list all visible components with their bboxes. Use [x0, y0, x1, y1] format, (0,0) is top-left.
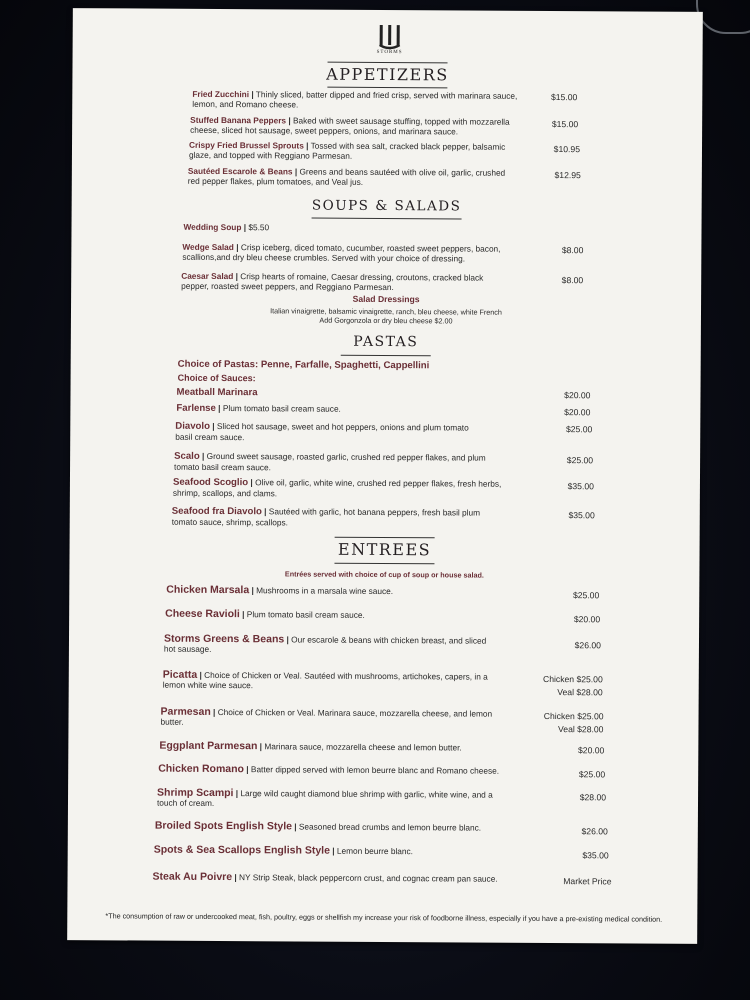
menu-item-scalo: Scalo | Ground sweet sausage, roasted garlic, crushed red pepper flakes, and plum tomato basil cream sauce. [174, 450, 486, 473]
section-title-soups-salads: SOUPS & SALADS [72, 196, 702, 216]
menu-item-seafood-scoglio: Seafood Scoglio | Olive oil, garlic, white wine, crushed red pepper flakes, fresh herbs, shrimp, scallops, and clams. [172, 476, 502, 499]
menu-item-parmesan: Parmesan | Choice of Chicken or Veal. Marinara sauce, mozzarella cheese, and lemon butter. [160, 705, 493, 727]
menu-item-chicken-marsala: Chicken Marsala | Mushrooms in a marsala wine sauce. [166, 583, 394, 597]
price-escarole-beans: $12.95 [554, 170, 581, 181]
section-title-entrees: ENTREES [69, 538, 699, 561]
choice-of-sauces: Choice of Sauces: [177, 372, 256, 384]
price-spots-sea-scallops: $35.00 [582, 850, 609, 861]
price-picatta-chicken: Chicken $25.00 [542, 673, 603, 685]
price-meatball-marinara: $20.00 [564, 390, 591, 401]
menu-item-wedding-soup: Wedding Soup | $5.50 [183, 221, 270, 233]
salad-dressings-addon: Add Gorgonzola or dry bleu cheese $2.00 [319, 315, 453, 326]
price-chicken-marsala: $25.00 [572, 590, 600, 601]
menu-item-brussel-sprouts: Crispy Fried Brussel Sprouts | Tossed with sea salt, cracked black pepper, balsamic glaze, and topped with Reggiano Parmesan. [188, 139, 506, 161]
choice-of-pastas: Choice of Pastas: Penne, Farfalle, Spaghetti, Cappellini [177, 358, 430, 372]
menu-sheet [67, 8, 703, 944]
menu-item-caesar-salad: Caesar Salad | Crisp hearts of romaine, Caesar dressing, croutons, cracked black pepper, roasted sweet peppers, and Reggiano Parmesan. [181, 270, 484, 293]
price-cheese-ravioli: $20.00 [573, 614, 601, 625]
price-seafood-fra-diavolo: $35.00 [568, 510, 595, 521]
brand-name: STORMS [376, 49, 403, 56]
menu-item-wedge-salad: Wedge Salad | Crisp iceberg, diced tomato, cucumber, roasted sweet peppers, bacon, scallions,and dry bleu cheese crumbles. Served with your choice of dressing. [182, 241, 501, 264]
price-steak-au-poivre: Market Price [563, 876, 612, 887]
price-parmesan-veal: Veal $28.00 [558, 724, 604, 735]
menu-item-shrimp-scampi: Shrimp Scampi | Large wild caught diamond blue shrimp with garlic, white wine, and a touch of cream. [156, 786, 493, 808]
price-caesar-salad: $8.00 [561, 275, 584, 286]
section-title-appetizers: APPETIZERS [72, 63, 702, 86]
menu-item-chicken-romano: Chicken Romano | Batter dipped served with lemon beurre blanc and Romano cheese. [158, 762, 500, 776]
menu-item-escarole-beans: Sautéed Escarole & Beans | Greens and beans sautéed with olive oil, garlic, crushed red pepper flakes, plum tomatoes, and Veal jus. [187, 165, 506, 187]
menu-item-eggplant-parmesan: Eggplant Parmesan | Marinara sauce, mozzarella cheese and lemon butter. [159, 739, 462, 753]
price-broiled-spots: $26.00 [581, 826, 608, 837]
storms-logo-icon [378, 24, 402, 50]
menu-item-stuffed-banana-peppers: Stuffed Banana Peppers | Baked with sweet sausage stuffing, topped with mozzarella cheese, sliced hot sausage, sweet peppers, onions, and marinara sauce. [190, 114, 510, 137]
price-storms-greens-beans: $26.00 [574, 640, 602, 651]
price-fried-zucchini: $15.00 [550, 92, 578, 103]
price-chicken-romano: $25.00 [578, 769, 606, 780]
menu-item-seafood-fra-diavolo: Seafood fra Diavolo | Sautéed with garlic, hot banana peppers, fresh basil plum tomato sauce, shrimp, scallops. [171, 505, 481, 528]
entrees-note: Entrées served with choice of cup of soup or house salad. [284, 569, 484, 580]
menu-item-picatta: Picatta | Choice of Chicken or Veal. Sautéed with mushrooms, artichokes, capers, in a lemon white wine sauce. [162, 668, 488, 691]
price-shrimp-scampi: $28.00 [579, 792, 607, 803]
salad-dressings-title: Salad Dressings [352, 293, 420, 305]
price-parmesan-chicken: Chicken $25.00 [543, 710, 604, 722]
price-seafood-scoglio: $35.00 [567, 481, 594, 492]
price-brussel-sprouts: $10.95 [553, 144, 581, 155]
menu-item-cheese-ravioli: Cheese Ravioli | Plum tomato basil cream sauce. [165, 607, 365, 621]
menu-item-farlense: Farlense | Plum tomato basil cream sauce. [176, 402, 341, 414]
section-title-pastas: PASTAS [71, 332, 701, 352]
price-wedge-salad: $8.00 [561, 245, 584, 256]
price-eggplant-parmesan: $20.00 [578, 745, 605, 756]
menu-item-storms-greens-beans: Storms Greens & Beans | Our escarole & beans with chicken breast, and sliced hot sausage. [163, 632, 487, 654]
price-stuffed-banana-peppers: $15.00 [551, 119, 579, 130]
salad-dressings-list: Italian vinaigrette, balsamic vinaigrette, ranch, bleu cheese, white French [270, 306, 502, 317]
menu-item-meatball-marinara: Meatball Marinara [176, 386, 258, 399]
price-scalo: $25.00 [566, 455, 594, 466]
price-picatta-veal: Veal $28.00 [557, 687, 603, 698]
menu-item-broiled-spots: Broiled Spots English Style | Seasoned bread crumbs and lemon beurre blanc. [154, 819, 482, 833]
food-safety-footnote: *The consumption of raw or undercooked meat, fish, poultry, eggs or shellfish my increase your risk of foodborne illness, especially if you have a pre-existing medical condition. [105, 911, 663, 924]
price-diavolo: $25.00 [565, 424, 593, 435]
menu-item-fried-zucchini: Fried Zucchini | Thinly sliced, batter dipped and fried crisp, served with marinara sauce, lemon, and Romano cheese. [192, 88, 518, 110]
menu-item-steak-au-poivre: Steak Au Poivre | NY Strip Steak, black peppercorn crust, and cognac cream pan sauce. [152, 870, 498, 884]
price-farlense: $20.00 [564, 407, 591, 418]
menu-item-diavolo: Diavolo | Sliced hot sausage, sweet and hot peppers, onions and plum tomato basil cream sauce. [175, 420, 469, 443]
menu-item-spots-sea-scallops: Spots & Sea Scallops English Style | Lemon beurre blanc. [153, 843, 414, 857]
